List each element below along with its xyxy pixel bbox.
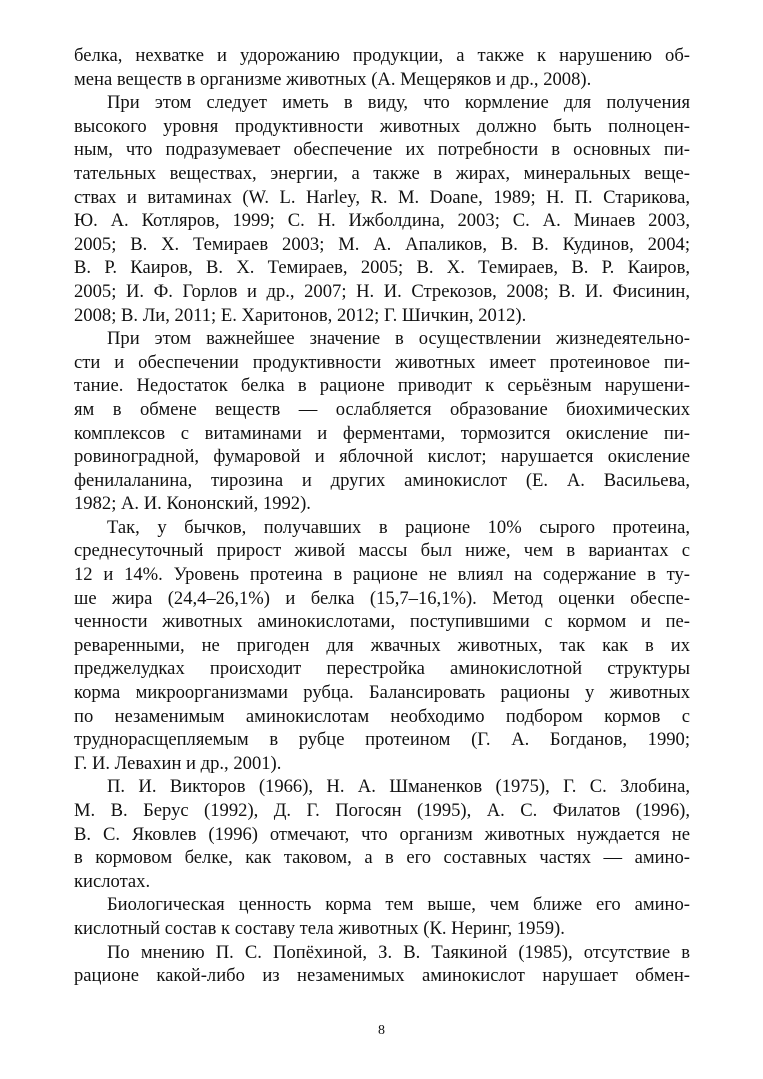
- text-line: М. В. Берус (1992), Д. Г. Погосян (1995), А. С. Филатов (1996),: [74, 800, 690, 821]
- text-line: Биологическая ценность корма тем выше, чем ближе его амино-: [107, 894, 690, 916]
- text-line: В. Р. Каиров, В. Х. Темираев, 2005; В. Х. Темираев, В. Р. Каиров,: [74, 257, 690, 279]
- text-line: мена веществ в организме животных (А. Мещеряков и др., 2008).: [74, 68, 592, 90]
- text-line: тательных веществах, энергии, а также в жирах, минеральных веще-: [74, 162, 690, 184]
- text-line: по незаменимым аминокислотам необходимо подбором кормов с: [74, 705, 690, 727]
- text-line: В. С. Яковлев (1996) отмечают, что организм животных нуждается не: [74, 823, 690, 845]
- text-line: 2005; И. Ф. Горлов и др., 2007; Н. И. Стрекозов, 2008; В. И. Фисинин,: [74, 280, 690, 302]
- page-number: 8: [378, 1023, 385, 1038]
- text-line: Так, у бычков, получавших в рационе 10% сырого протеина,: [107, 516, 690, 538]
- text-line: фенилаланина, тирозина и других аминокислот (Е. А. Васильева,: [74, 469, 690, 491]
- text-line: ям в обмене веществ — ослабляется образование биохимических: [74, 398, 690, 420]
- text-line: реваренными, не пригоден для жвачных животных, так как в их: [74, 634, 690, 656]
- text-line: При этом важнейшее значение в осуществлении жизнедеятельно-: [107, 328, 690, 350]
- text-line: 1982; А. И. Кононский, 1992).: [74, 493, 311, 515]
- text-line: преджелудках происходит перестройка аминокислотной структуры: [74, 658, 690, 680]
- paragraph-1: [74, 44, 690, 91]
- text-line: корма микроорганизмами рубца. Балансировать рационы у животных: [74, 682, 690, 704]
- paragraph-7: [74, 941, 690, 988]
- text-line: Ю. А. Котляров, 1999; С. Н. Ижболдина, 2003; С. А. Минаев 2003,: [74, 210, 690, 232]
- text-line: кислотный состав к составу тела животных (К. Неринг, 1959).: [74, 917, 565, 939]
- text-line: По мнению П. С. Попёхиной, З. В. Таякиной (1985), отсутствие в: [107, 941, 690, 963]
- page-body: [74, 44, 690, 988]
- text-line: ше жира (24,4–26,1%) и белка (15,7–16,1%). Метод оценки обеспе-: [74, 587, 690, 609]
- text-line: При этом следует иметь в виду, что кормление для получения: [107, 92, 690, 114]
- text-line: ченности животных аминокислотами, поступившими с кормом и пе-: [74, 611, 690, 633]
- text-line: рационе какой-либо из незаменимых аминокислот нарушает обмен-: [74, 965, 690, 987]
- paragraph-4: [74, 516, 690, 776]
- paragraph-2: [74, 91, 690, 327]
- text-line: среднесуточный прирост живой массы был ниже, чем в вариантах с: [74, 540, 690, 562]
- paragraph-5: [74, 775, 690, 893]
- text-line: ным, что подразумевает обеспечение их потребности в основных пи-: [74, 139, 690, 161]
- text-line: кислотах.: [74, 870, 151, 892]
- text-line: П. И. Викторов (1966), Н. А. Шманенков (1975), Г. С. Злобина,: [107, 776, 690, 798]
- text-line: комплексов с витаминами и ферментами, тормозится окисление пи-: [74, 422, 690, 444]
- text-line: сти и обеспечении продуктивности животных имеет протеиновое пи-: [74, 351, 690, 373]
- text-line: в кормовом белке, как таковом, а в его составных частях — амино-: [74, 847, 690, 869]
- paragraph-3: [74, 327, 690, 516]
- text-line: 12 и 14%. Уровень протеина в рационе не влиял на содержание в ту-: [74, 564, 690, 586]
- text-line: труднорасщепляемым в рубце протеином (Г. А. Богданов, 1990;: [74, 729, 690, 751]
- text-line: Г. И. Левахин и др., 2001).: [74, 752, 282, 774]
- text-line: 2005; В. Х. Темираев 2003; М. А. Апаликов, В. В. Кудинов, 2004;: [74, 233, 690, 255]
- text-line: тание. Недостаток белка в рационе приводит к серьёзным нарушени-: [74, 375, 690, 397]
- text-line: белка, нехватке и удорожанию продукции, а также к нарушению об-: [74, 45, 690, 66]
- text-line: высокого уровня продуктивности животных должно быть полноцен-: [74, 115, 690, 137]
- text-line: 2008; В. Ли, 2011; Е. Харитонов, 2012; Г. Шичкин, 2012).: [74, 304, 527, 326]
- text-line: ствах и витаминах (W. L. Harley, R. M. Doane, 1989; Н. П. Старикова,: [74, 186, 690, 208]
- paragraph-6: [74, 893, 690, 940]
- text-line: ровиноградной, фумаровой и яблочной кислот; нарушается окисление: [74, 446, 690, 468]
